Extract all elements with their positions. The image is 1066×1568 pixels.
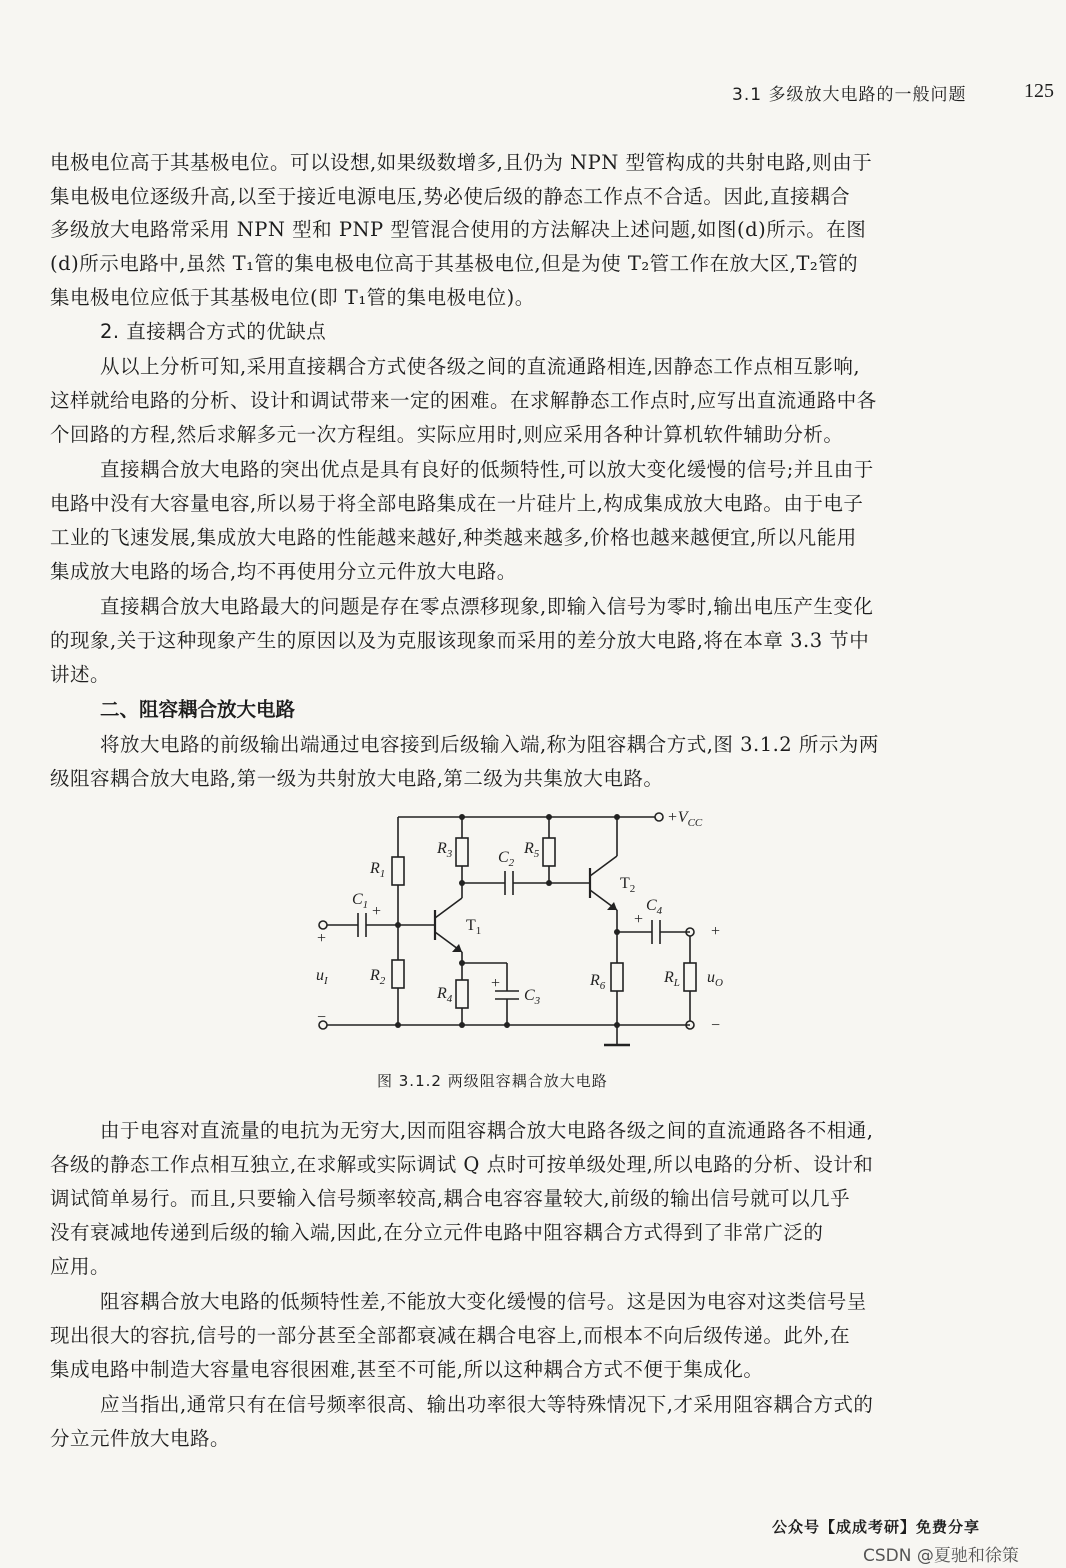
uo-label: $u_O$ bbox=[707, 969, 723, 989]
text-line: 分立元件放大电路。 bbox=[50, 1427, 231, 1450]
text-line: 直接耦合放大电路最大的问题是存在零点漂移现象,即输入信号为零时,输出电压产生变化 bbox=[100, 595, 874, 618]
c3-label: $C_3$ bbox=[524, 987, 541, 1007]
r4-resistor bbox=[456, 980, 468, 1008]
r1-label: $R_1$ bbox=[370, 860, 386, 880]
watermark: CSDN @夏驰和徐策 bbox=[863, 1546, 1019, 1566]
r5-resistor bbox=[543, 838, 555, 866]
c4-polarity: + bbox=[634, 911, 644, 928]
c3-polarity: + bbox=[491, 975, 501, 992]
text-line: 各级的静态工作点相互独立,在求解或实际调试 Q 点时可按单级处理,所以电路的分析、设计和 bbox=[50, 1153, 874, 1176]
text-line: 级阻容耦合放大电路,第一级为共射放大电路,第二级为共集放大电路。 bbox=[50, 767, 664, 790]
text-line: 电路中没有大容量电容,所以易于将全部电路集成在一片硅片上,构成集成放大电路。由于电子 bbox=[50, 492, 864, 515]
c2-label: $C_2$ bbox=[498, 849, 515, 869]
input-minus: − bbox=[317, 1009, 327, 1026]
c4-label: $C_4$ bbox=[646, 897, 663, 917]
r1-resistor bbox=[392, 857, 404, 885]
ui-label: $u_I$ bbox=[316, 967, 328, 987]
text-line: 应用。 bbox=[50, 1255, 111, 1278]
footer-note: 公众号【成成考研】免费分享 bbox=[772, 1518, 981, 1536]
text-line: 现出很大的容抗,信号的一部分甚至全部都衰减在耦合电容上,而根本不向后级传递。此外,在 bbox=[50, 1324, 851, 1347]
text-line: 由于电容对直流量的电抗为无穷大,因而阻容耦合放大电路各级之间的直流通路各不相通, bbox=[100, 1119, 874, 1142]
r4-label: $R_4$ bbox=[437, 985, 453, 1005]
text-line: 应当指出,通常只有在信号频率很高、输出功率很大等特殊情况下,才采用阻容耦合方式的 bbox=[100, 1393, 874, 1416]
output-minus: − bbox=[711, 1017, 721, 1034]
section-heading: 二、阻容耦合放大电路 bbox=[100, 698, 296, 721]
vcc-label: $+V_{CC}$ bbox=[667, 809, 703, 829]
text-line: 集电极电位逐级升高,以至于接近电源电压,势必使后级的静态工作点不合适。因此,直接耦合 bbox=[50, 185, 851, 208]
rl-resistor bbox=[684, 963, 696, 991]
page-number: 125 bbox=[1024, 80, 1054, 102]
r3-resistor bbox=[456, 838, 468, 866]
r6-resistor bbox=[611, 963, 623, 991]
rl-label: $R_L$ bbox=[664, 969, 680, 989]
text-line: 没有衰减地传递到后级的输入端,因此,在分立元件电路中阻容耦合方式得到了非常广泛的 bbox=[50, 1221, 824, 1244]
text-line: 讲述。 bbox=[50, 663, 111, 686]
text-line: 集成电路中制造大容量电容很困难,甚至不可能,所以这种耦合方式不便于集成化。 bbox=[50, 1358, 764, 1381]
r2-label: $R_2$ bbox=[370, 967, 386, 987]
t2-label: $T_2$ bbox=[620, 875, 636, 895]
text-line: (d)所示电路中,虽然 T₁管的集电极电位高于其基极电位,但是为使 T₂管工作在放大区,T₂管的 bbox=[50, 252, 859, 275]
r2-resistor bbox=[392, 960, 404, 988]
r5-label: $R_5$ bbox=[524, 840, 540, 860]
text-line: 个回路的方程,然后求解多元一次方程组。实际应用时,则应采用各种计算机软件辅助分析。 bbox=[50, 423, 844, 446]
output-plus: + bbox=[711, 923, 721, 940]
text-line: 直接耦合放大电路的突出优点是具有良好的低频特性,可以放大变化缓慢的信号;并且由于 bbox=[100, 458, 874, 481]
r6-label: $R_6$ bbox=[590, 972, 606, 992]
c1-polarity: + bbox=[372, 903, 382, 920]
t1-label: $T_1$ bbox=[466, 917, 482, 937]
text-line: 调试简单易行。而且,只要输入信号频率较高,耦合电容容量较大,前级的输出信号就可以几乎 bbox=[50, 1187, 851, 1210]
c1-label: $C_1$ bbox=[352, 891, 369, 911]
text-line: 从以上分析可知,采用直接耦合方式使各级之间的直流通路相连,因静态工作点相互影响, bbox=[100, 355, 861, 378]
text-line: 集电极电位应低于其基极电位(即 T₁管的集电极电位)。 bbox=[50, 286, 535, 309]
input-plus: + bbox=[317, 930, 327, 947]
text-line: 工业的飞速发展,集成放大电路的性能越来越好,种类越来越多,价格也越来越便宜,所以凡能用 bbox=[50, 526, 857, 549]
text-line: 将放大电路的前级输出端通过电容接到后级输入端,称为阻容耦合方式,图 3.1.2 所示为两 bbox=[100, 733, 879, 756]
text-line: 这样就给电路的分析、设计和调试带来一定的困难。在求解静态工作点时,应写出直流通路中各 bbox=[50, 389, 877, 412]
r3-label: $R_3$ bbox=[437, 840, 453, 860]
text-line: 阻容耦合放大电路的低频特性差,不能放大变化缓慢的信号。这是因为电容对这类信号呈 bbox=[100, 1290, 867, 1313]
subsection-heading: 2. 直接耦合方式的优缺点 bbox=[100, 320, 327, 343]
running-header bbox=[732, 80, 1054, 105]
figure-caption: 图 3.1.2 两级阻容耦合放大电路 bbox=[377, 1072, 608, 1090]
text-line: 电极电位高于其基极电位。可以设想,如果级数增多,且仍为 NPN 型管构成的共射电路,则由于 bbox=[50, 151, 873, 174]
text-line: 的现象,关于这种现象产生的原因以及为克服该现象而采用的差分放大电路,将在本章 3.3 节中 bbox=[50, 629, 870, 652]
circuit-diagram bbox=[300, 800, 760, 1060]
text-line: 集成放大电路的场合,均不再使用分立元件放大电路。 bbox=[50, 560, 517, 583]
section-title: 3.1 多级放大电路的一般问题 bbox=[732, 85, 967, 105]
text-line: 多级放大电路常采用 NPN 型和 PNP 型管混合使用的方法解决上述问题,如图(d)所示。在图 bbox=[50, 218, 867, 241]
